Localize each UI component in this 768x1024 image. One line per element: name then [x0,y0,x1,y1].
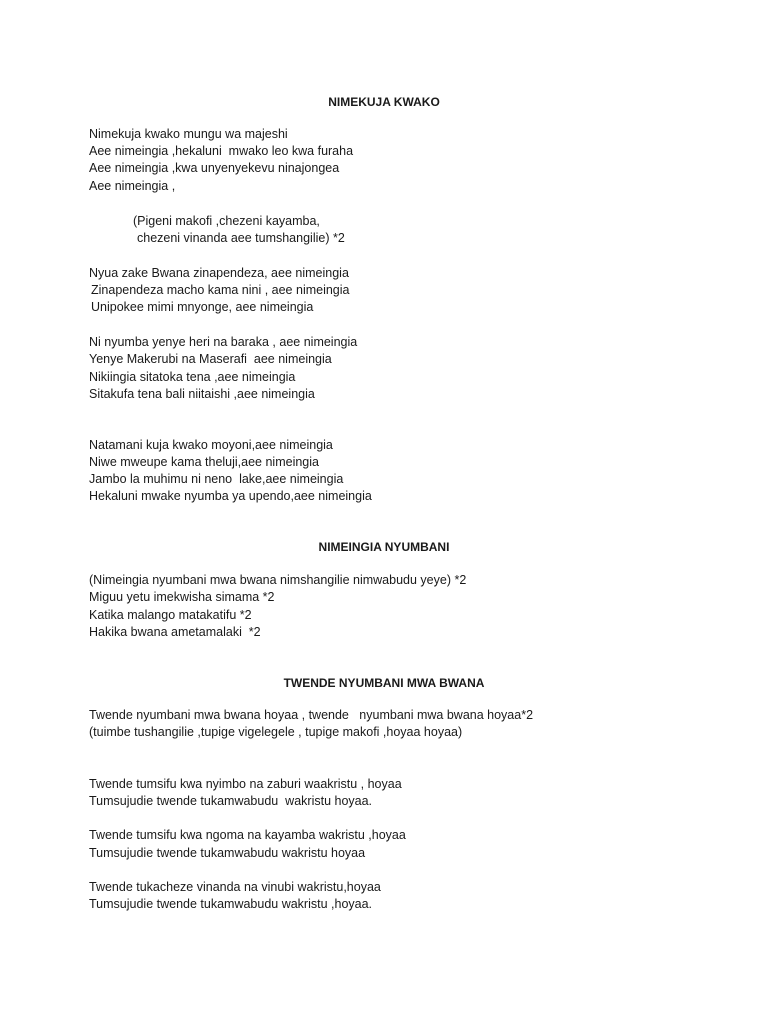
chorus-line: (Pigeni makofi ,chezeni kayamba, [133,214,320,228]
lyric-line: Miguu yetu imekwisha simama *2 [89,590,275,604]
lyric-line: Tumsujudie twende tukamwabudu wakristu ,hoyaa. [89,897,373,911]
lyric-line: Unipokee mimi mnyonge, aee nimeingia [91,300,314,314]
lyric-line: (tuimbe tushangilie ,tupige vigelegele , tupige makofi ,hoyaa hoyaa) [89,725,463,739]
lyric-line: Nyua zake Bwana zinapendeza, aee nimeingia [89,266,349,280]
lyric-line: Hekaluni mwake nyumba ya upendo,aee nimeingia [89,489,372,503]
lyric-line: Nimekuja kwako mungu wa majeshi [89,127,288,141]
lyric-line: Hakika bwana ametamalaki *2 [89,625,261,639]
lyric-line: Yenye Makerubi na Maserafi aee nimeingia [89,352,332,366]
lyric-line: Zinapendeza macho kama nini , aee nimeingia [91,283,350,297]
lyric-line: Twende tumsifu kwa ngoma na kayamba wakristu ,hoyaa [89,828,406,842]
lyric-line: Twende tukacheze vinanda na vinubi wakristu,hoyaa [89,880,381,894]
lyric-line: Jambo la muhimu ni neno lake,aee nimeingia [89,472,344,486]
chorus-line: chezeni vinanda aee tumshangilie) *2 [137,231,345,245]
song-title-nimekuja-kwako: NIMEKUJA KWAKO [328,95,440,109]
lyric-line: Nikiingia sitatoka tena ,aee nimeingia [89,370,296,384]
lyric-line: Tumsujudie twende tukamwabudu wakristu hoyaa. [89,794,373,808]
lyric-line: Tumsujudie twende tukamwabudu wakristu hoyaa [89,846,366,860]
lyric-line: Katika malango matakatifu *2 [89,608,252,622]
lyric-line: Aee nimeingia ,kwa unyenyekevu ninajongea [89,161,340,175]
lyric-line: Sitakufa tena bali niitaishi ,aee nimeingia [89,387,315,401]
lyric-line: Ni nyumba yenye heri na baraka , aee nimeingia [89,335,358,349]
lyric-line: Aee nimeingia , [89,179,176,193]
lyric-line: Aee nimeingia ,hekaluni mwako leo kwa furaha [89,144,354,158]
song-title-nimeingia-nyumbani: NIMEINGIA NYUMBANI [318,540,450,554]
lyric-line: Natamani kuja kwako moyoni,aee nimeingia [89,438,333,452]
lyric-line: Niwe mweupe kama theluji,aee nimeingia [89,455,319,469]
lyric-line: Twende nyumbani mwa bwana hoyaa , twende nyumbani mwa bwana hoyaa*2 [89,708,534,722]
lyric-line: (Nimeingia nyumbani mwa bwana nimshangilie nimwabudu yeye) *2 [89,573,467,587]
lyric-line: Twende tumsifu kwa nyimbo na zaburi waakristu , hoyaa [89,777,402,791]
song-title-twende-nyumbani: TWENDE NYUMBANI MWA BWANA [283,676,485,690]
